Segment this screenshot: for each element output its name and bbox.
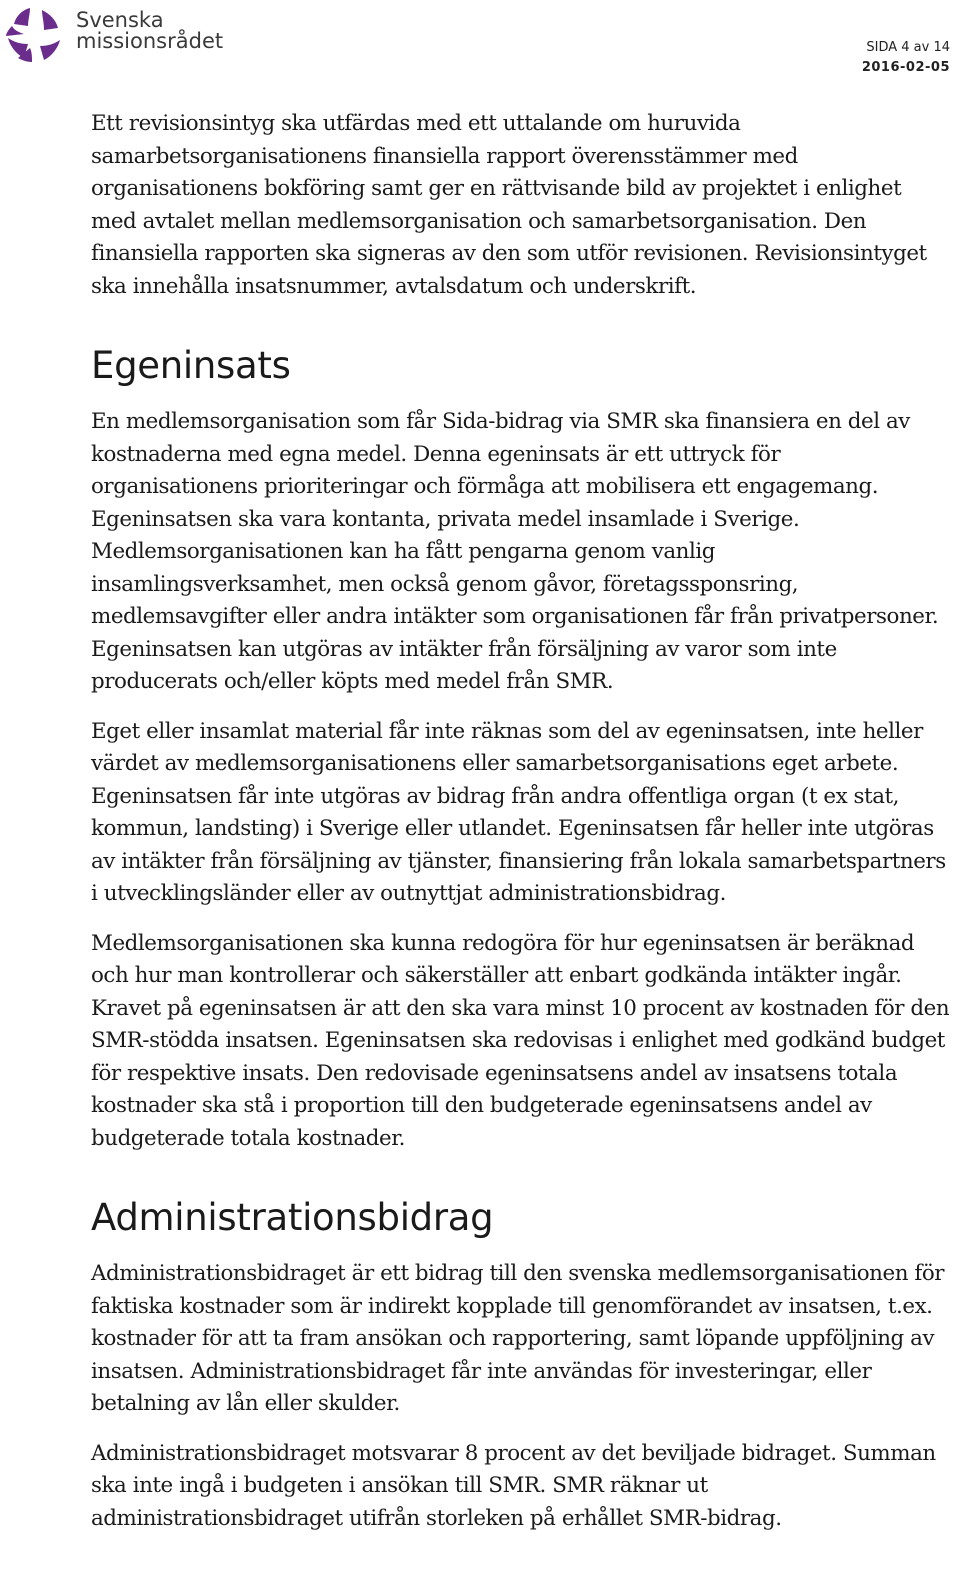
logo-line-1: Svenska xyxy=(76,8,164,32)
text-line: ska innehålla insatsnummer, avtalsdatum och underskrift. xyxy=(91,273,697,299)
logo-wordmark xyxy=(76,10,223,52)
logo-pinwheel-icon xyxy=(4,4,66,66)
page-info xyxy=(862,38,950,78)
text-line: insatsen. Administrationsbidraget får inte användas för investeringar, eller xyxy=(91,1358,872,1384)
egeninsats-paragraph-3 xyxy=(91,928,953,1156)
page-number: SIDA 4 av 14 xyxy=(866,40,950,55)
document-date: 2016-02-05 xyxy=(861,60,950,75)
text-line: organisationens bokföring samt ger en rättvisande bild av projektet i enlighet xyxy=(91,176,902,201)
admin-paragraph-2 xyxy=(91,1438,953,1536)
text-line: och hur man kontrollerar och säkerställer att enbart godkända intäkter ingår. xyxy=(91,963,902,988)
text-line: Eget eller insamlat material får inte räknas som del av egeninsatsen, inte heller xyxy=(91,718,923,744)
text-line: kostnader ska stå i proportion till den budgeterade egeninsatsens andel av xyxy=(91,1093,872,1118)
text-line: betalning av lån eller skulder. xyxy=(91,1391,400,1416)
text-line: kommun, landsting) i Sverige eller utlandet. Egeninsatsen får heller inte utgöras xyxy=(91,816,934,841)
text-line: organisationens prioriteringar och förmåga att mobilisera ett engagemang. xyxy=(91,474,879,499)
text-line: SMR-stödda insatsen. Egeninsatsen ska redovisas i enlighet med godkänd budget xyxy=(91,1028,945,1053)
admin-paragraph-1 xyxy=(91,1258,953,1421)
heading-administrationsbidrag: Administrationsbidrag xyxy=(91,1196,494,1239)
svenska-missionsradet-logo xyxy=(4,4,244,66)
egeninsats-paragraph-2 xyxy=(91,716,953,911)
text-line: värdet av medlemsorganisationens eller samarbetsorganisations eget arbete. xyxy=(91,751,899,776)
intro-paragraph xyxy=(91,108,953,303)
text-line: ska inte ingå i budgeten i ansökan till SMR. SMR räknar ut xyxy=(91,1473,708,1498)
text-line: insamlingsverksamhet, men också genom gåvor, företagssponsring, xyxy=(91,571,799,597)
text-line: kostnader för att ta fram ansökan och rapportering, samt löpande uppföljning av xyxy=(91,1326,935,1351)
text-line: Medlemsorganisationen ska kunna redogöra för hur egeninsatsen är beräknad xyxy=(91,930,915,956)
page-header xyxy=(0,0,960,80)
text-line: Administrationsbidraget är ett bidrag till den svenska medlemsorganisationen för xyxy=(91,1261,945,1286)
text-line: Egeninsatsen ska vara kontanta, privata medel insamlade i Sverige. xyxy=(91,506,800,532)
text-line: Administrationsbidraget motsvarar 8 procent av det beviljade bidraget. Summan xyxy=(91,1440,936,1466)
egeninsats-paragraph-1 xyxy=(91,406,953,699)
text-line: administrationsbidraget utifrån storleken på erhållet SMR-bidrag. xyxy=(91,1505,782,1531)
text-line: av intäkter från försäljning av tjänster, finansiering från lokala samarbetspartners xyxy=(91,848,946,874)
text-line: En medlemsorganisation som får Sida-bidrag via SMR ska finansiera en del av xyxy=(91,409,910,434)
logo-line-2: missionsrådet xyxy=(76,29,224,53)
text-line: budgeterade totala kostnader. xyxy=(91,1125,406,1151)
text-line: i utvecklingsländer eller av outnyttjat administrationsbidrag. xyxy=(91,881,726,906)
heading-egeninsats: Egeninsats xyxy=(91,344,291,387)
text-line: medlemsavgifter eller andra intäkter som organisationen får från privatpersoner. xyxy=(91,604,939,629)
text-line: med avtalet mellan medlemsorganisation och samarbetsorganisation. Den xyxy=(91,208,867,234)
text-line: Egeninsatsen får inte utgöras av bidrag från andra offentliga organ (t ex stat, xyxy=(91,783,900,809)
text-line: finansiella rapporten ska signeras av den som utför revisionen. Revisionsintyget xyxy=(91,241,927,266)
text-line: kostnaderna med egna medel. Denna egeninsats är ett uttryck för xyxy=(91,441,781,467)
text-line: Ett revisionsintyg ska utfärdas med ett uttalande om huruvida xyxy=(91,111,741,136)
text-line: Kravet på egeninsatsen är att den ska vara minst 10 procent av kostnaden för den xyxy=(91,995,950,1021)
text-line: producerats och/eller köpts med medel från SMR. xyxy=(91,669,614,694)
text-line: Egeninsatsen kan utgöras av intäkter från försäljning av varor som inte xyxy=(91,636,837,662)
text-line: samarbetsorganisationens finansiella rapport överensstämmer med xyxy=(91,143,798,169)
text-line: faktiska kostnader som är indirekt kopplade till genomförandet av insatsen, t.ex. xyxy=(91,1293,933,1319)
text-line: Medlemsorganisationen kan ha fått pengarna genom vanlig xyxy=(91,539,715,564)
text-line: för respektive insats. Den redovisade egeninsatsens andel av insatsens totala xyxy=(91,1060,898,1086)
document-body xyxy=(91,108,953,1552)
